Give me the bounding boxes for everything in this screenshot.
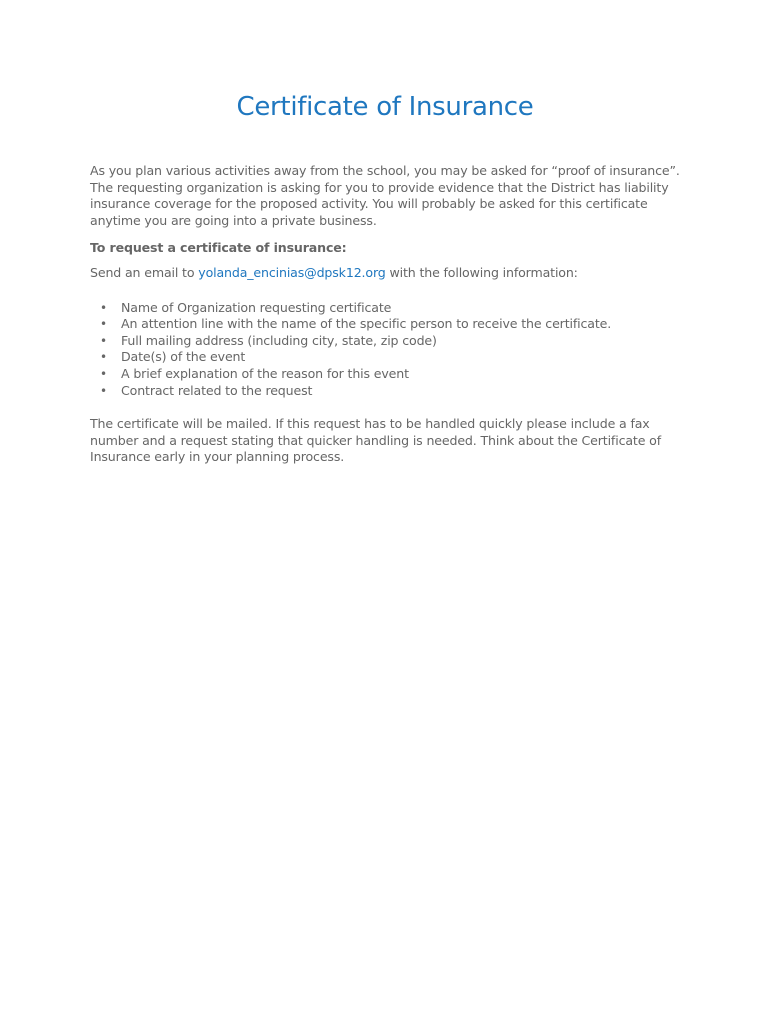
list-item (90, 316, 690, 333)
send-prefix-text: Send an email to (90, 264, 199, 280)
bullet-icon: • (100, 300, 107, 315)
email-link[interactable]: yolanda_encinias@dpsk12.org (198, 264, 386, 280)
list-item-text: Contract related to the request (121, 382, 313, 398)
list-item (90, 366, 690, 383)
document-body (90, 163, 690, 466)
list-item (90, 300, 690, 317)
list-item (90, 349, 690, 366)
bullet-icon: • (100, 383, 107, 398)
send-email-instruction (90, 265, 690, 282)
bullet-icon: • (100, 317, 107, 332)
bullet-icon: • (100, 333, 107, 348)
closing-paragraph: The certificate will be mailed. If this request has to be handled quickly please include a fax number and a request stating that quicker handling is needed. Think about the Certificate of Insurance early in your planning process. (90, 416, 661, 465)
list-item-text: An attention line with the name of the specific person to receive the certificate. (121, 316, 612, 332)
bullet-icon: • (100, 366, 107, 381)
required-info-list (90, 300, 690, 400)
intro-paragraph: As you plan various activities away from the school, you may be asked for “proof of insurance”. The requesting organization is asking for you to provide evidence that the District has liability insurance coverage for the proposed activity. You will probably be asked for this certificate anytime you are going into a private business. (90, 163, 680, 228)
list-item (90, 333, 690, 350)
page-title: Certificate of Insurance (236, 92, 534, 122)
bullet-icon: • (100, 350, 107, 365)
list-item-text: A brief explanation of the reason for this event (121, 365, 409, 381)
list-item-text: Full mailing address (including city, state, zip code) (121, 332, 437, 348)
list-item-text: Date(s) of the event (121, 349, 246, 365)
list-item-text: Name of Organization requesting certificate (121, 299, 392, 315)
send-suffix-text: with the following information: (385, 264, 578, 280)
list-item (90, 383, 690, 400)
request-subheading: To request a certificate of insurance: (90, 240, 347, 256)
